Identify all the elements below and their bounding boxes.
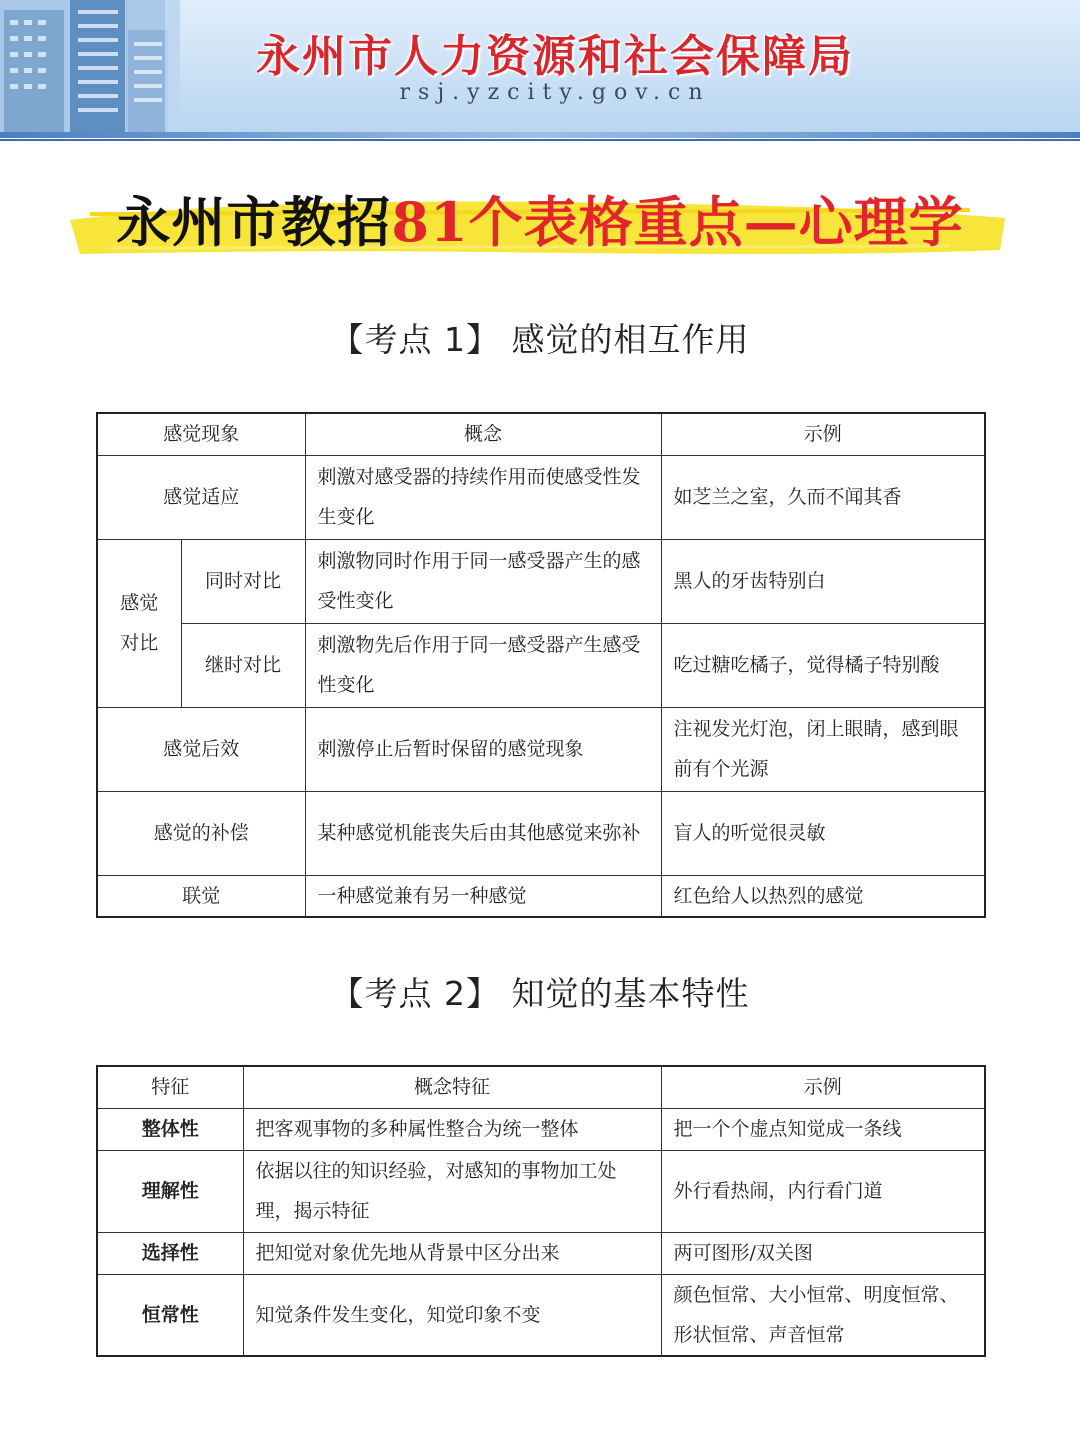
example-cell: 黑人的牙齿特别白 [661,539,985,623]
row-label: 感觉后效 [97,707,305,791]
row-label: 选择性 [97,1232,243,1274]
table-row [97,1108,985,1150]
banner-divider [0,132,1080,138]
row-label: 感觉适应 [97,455,305,539]
column-header: 概念特征 [243,1066,661,1108]
example-cell: 外行看热闹，内行看门道 [661,1150,985,1232]
column-header: 示例 [661,1066,985,1108]
table-row [97,623,985,707]
example-cell: 把一个个虚点知觉成一条线 [661,1108,985,1150]
banner-divider-thin [0,139,1080,141]
row-label: 整体性 [97,1108,243,1150]
table-header-row [97,1066,985,1108]
concept-cell: 一种感觉兼有另一种感觉 [305,875,661,917]
example-cell: 如芝兰之室，久而不闻其香 [661,455,985,539]
sensation-interaction-table [96,412,986,918]
concept-cell: 刺激对感受器的持续作用而使感受性发生变化 [305,455,661,539]
example-cell: 盲人的听觉很灵敏 [661,791,985,875]
column-header: 示例 [661,413,985,455]
main-title [0,180,1080,257]
header-banner [0,0,1080,132]
table-header-row [97,413,985,455]
table-row [97,1232,985,1274]
organization-name: 永州市人力资源和社会保障局 [256,31,854,82]
concept-cell: 知觉条件发生变化，知觉印象不变 [243,1274,661,1356]
section-2-heading: 【考点 2】 知觉的基本特性 [330,974,750,1013]
group-label: 感觉 对比 [97,539,181,707]
table-row [97,1150,985,1232]
concept-cell: 依据以往的知识经验，对感知的事物加工处理，揭示特征 [243,1150,661,1232]
row-label: 同时对比 [181,539,305,623]
table-row [97,875,985,917]
concept-cell: 把客观事物的多种属性整合为统一整体 [243,1108,661,1150]
main-title-area [0,172,1080,262]
table-row [97,707,985,791]
row-label: 理解性 [97,1150,243,1232]
table-row [97,791,985,875]
row-label: 联觉 [97,875,305,917]
concept-cell: 把知觉对象优先地从背景中区分出来 [243,1232,661,1274]
main-title-highlight: 81个表格重点—心理学 [391,190,964,254]
column-header: 感觉现象 [97,413,305,455]
perception-properties-table [96,1065,986,1357]
example-cell: 颜色恒常、大小恒常、明度恒常、形状恒常、声音恒常 [661,1274,985,1356]
table-row [97,1274,985,1356]
concept-cell: 某种感觉机能丧失后由其他感觉来弥补 [305,791,661,875]
main-title-prefix: 永州市教招 [116,190,392,254]
row-label: 恒常性 [97,1274,243,1356]
concept-cell: 刺激物同时作用于同一感受器产生的感受性变化 [305,539,661,623]
table-row [97,455,985,539]
table-row [97,539,985,623]
column-header: 特征 [97,1066,243,1108]
section-1-heading: 【考点 1】 感觉的相互作用 [330,320,750,359]
concept-cell: 刺激物先后作用于同一感受器产生感受性变化 [305,623,661,707]
row-label: 感觉的补偿 [97,791,305,875]
example-cell: 红色给人以热烈的感觉 [661,875,985,917]
example-cell: 两可图形/双关图 [661,1232,985,1274]
example-cell: 注视发光灯泡，闭上眼睛，感到眼前有个光源 [661,707,985,791]
example-cell: 吃过糖吃橘子，觉得橘子特别酸 [661,623,985,707]
row-label: 继时对比 [181,623,305,707]
organization-url: rsj.yzcity.gov.cn [399,80,711,105]
column-header: 概念 [305,413,661,455]
concept-cell: 刺激停止后暂时保留的感觉现象 [305,707,661,791]
